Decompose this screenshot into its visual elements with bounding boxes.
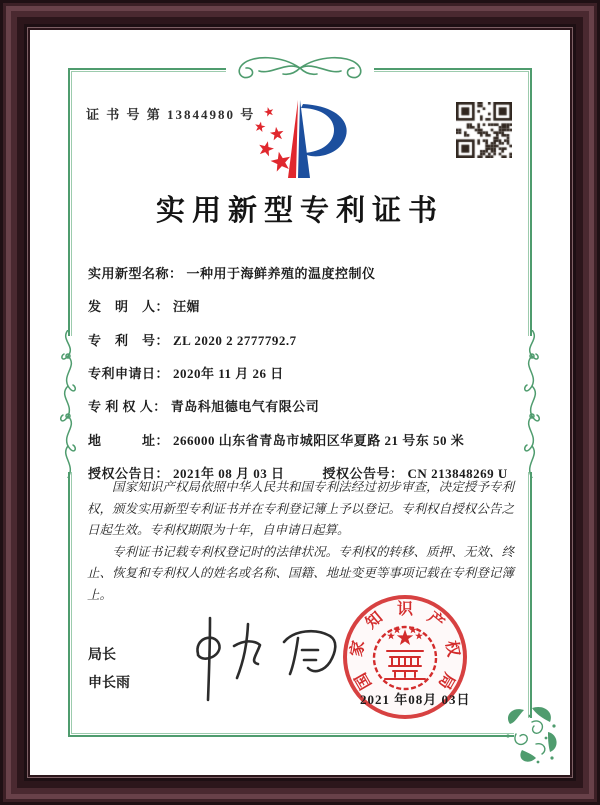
field-row-patent-number: [88, 330, 297, 349]
field-row-address: [88, 430, 464, 449]
logo-blue-wedge: [298, 100, 310, 178]
field-label: 专 利 号：: [88, 333, 170, 348]
director-block: [88, 642, 130, 698]
seal-char: 家: [348, 639, 368, 659]
flourish-top-ornament: [215, 51, 385, 87]
field-value: 汪媚: [173, 299, 201, 314]
certificate-number: 证 书 号 第 13844980 号: [86, 107, 256, 122]
field-label: 地 址：: [88, 433, 170, 448]
seal-char: 国: [352, 669, 376, 692]
seal-char: 局: [434, 669, 458, 692]
field-label: 专 利 权 人：: [88, 399, 167, 414]
cnipa-patent-logo: [235, 94, 365, 186]
seal-char: 识: [396, 601, 413, 618]
seal-char: 权: [442, 639, 462, 659]
field-label: 授权公告号：: [322, 466, 404, 481]
field-row-filing-date: [88, 363, 284, 382]
field-value: 266000 山东省青岛市城阳区华夏路 21 号东 50 米: [173, 433, 465, 448]
field-row-inventor: [88, 296, 200, 315]
field-value: 一种用于海鲜养殖的温度控制仪: [186, 266, 376, 281]
legal-text: [87, 477, 514, 606]
national-emblem-icon: [369, 621, 441, 693]
certificate-title: 实用新型专利证书: [155, 195, 444, 227]
logo-stars: [254, 106, 292, 172]
field-label: 发 明 人：: [88, 299, 170, 314]
seal-char: 知: [362, 608, 387, 633]
field-value: ZL 2020 2 2777792.7: [173, 333, 297, 348]
field-value: 青岛科旭德电气有限公司: [170, 399, 320, 414]
field-label: 授权公告日：: [88, 466, 170, 481]
qr-code: [456, 102, 512, 158]
field-label: 专利申请日：: [88, 366, 170, 381]
legal-paragraph-1: 国家知识产权局依照中华人民共和国专利法经过初步审查，决定授予专利权，颁发实用新型专利证书并在专利登记簿上予以登记。专利权自授权公告之日起生效。专利权期限为十年，自申请日起算。: [87, 480, 514, 537]
field-value: 2021年 08 月 03 日: [173, 466, 285, 481]
floral-corner-ornament: [502, 704, 560, 764]
field-row-patentee: [88, 396, 319, 415]
field-row-patent-name: [88, 263, 376, 282]
director-name: 申长雨: [88, 676, 130, 691]
director-title: 局长: [88, 648, 116, 663]
flourish-right-ornament: [518, 330, 546, 478]
logo-p-bowl: [301, 104, 347, 156]
field-value: 2020年 11 月 26 日: [173, 366, 284, 381]
seal-date: 2021 年08月 03日: [360, 692, 471, 707]
flourish-left-ornament: [54, 330, 82, 478]
certificate-page: [30, 30, 570, 775]
field-value: CN 213848269 U: [407, 466, 508, 481]
director-signature: [180, 608, 350, 713]
field-label: 实用新型名称：: [88, 266, 183, 281]
logo-red-wedge: [288, 100, 298, 178]
seal-char: 产: [423, 608, 448, 633]
legal-paragraph-2: 专利证书记载专利权登记时的法律状况。专利权的转移、质押、无效、终止、恢复和专利权人的姓名或名称、国籍、地址变更等事项记载在专利登记簿上。: [87, 544, 514, 602]
